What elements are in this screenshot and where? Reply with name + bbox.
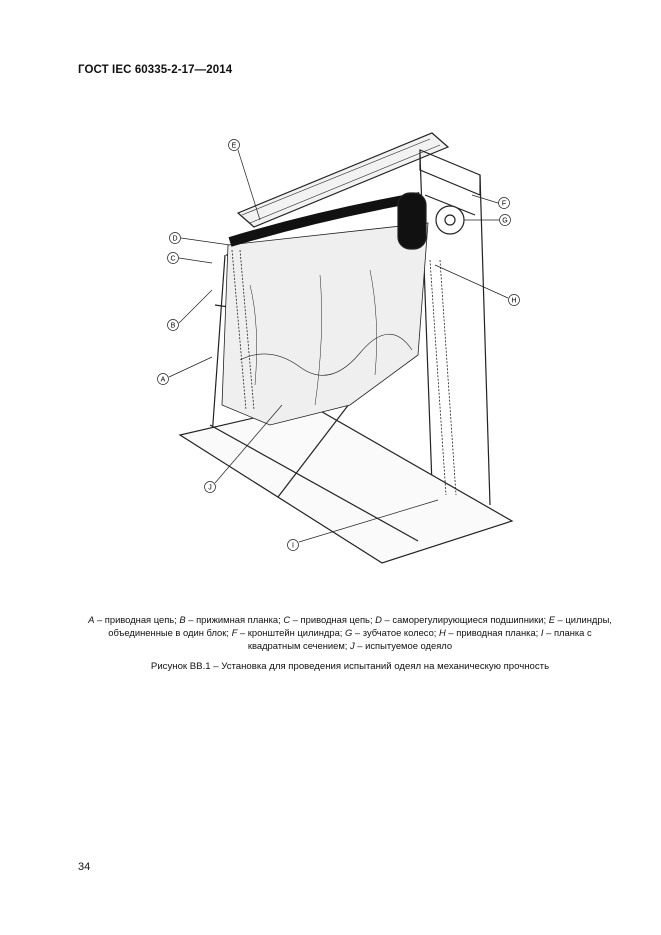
page-number: 34: [78, 861, 91, 873]
legend-letter-g: G: [345, 627, 353, 639]
legend-letter-a: A: [88, 614, 95, 625]
callout-e-label: E: [231, 142, 237, 150]
legend-letter-c: C: [283, 614, 291, 625]
callout-b-label: B: [170, 322, 176, 330]
callout-c-label: C: [170, 255, 176, 263]
callout-i-label: I: [292, 542, 294, 550]
legend-text-i: планка с квадратным сечением;: [247, 627, 592, 652]
callout-j-label: J: [208, 484, 212, 492]
legend-text-d: саморегулирующиеся подшипники;: [392, 614, 547, 625]
callout-h-label: H: [511, 297, 517, 305]
legend-letter-f: F: [231, 627, 238, 639]
legend-text-g: зубчатое колесо;: [362, 627, 437, 639]
document-header: ГОСТ IEC 60335-2-17—2014: [78, 64, 233, 76]
callout-g-label: G: [502, 217, 508, 225]
legend-letter-d: D: [375, 614, 382, 625]
legend-letter-i: I: [540, 627, 544, 639]
callout-f-label: F: [501, 200, 507, 208]
legend-text-e: цилиндры, объединенные в один блок;: [108, 614, 612, 639]
legend-text-j: испытуемое одеяло: [365, 640, 453, 652]
legend-letter-h: H: [439, 627, 446, 639]
legend-text-b: прижимная планка;: [196, 614, 281, 625]
legend-text-a: приводная цепь;: [104, 614, 177, 625]
test-rig-figure: [150, 105, 530, 585]
legend-letter-j: J: [350, 640, 355, 652]
legend-text-h: приводная планка;: [456, 627, 539, 639]
legend-text-f: кронштейн цилиндра;: [247, 627, 343, 639]
callout-a-label: A: [160, 376, 166, 384]
callout-d-label: D: [172, 235, 178, 243]
legend-text-c: приводная цепь;: [300, 614, 373, 625]
legend-letter-e: E: [548, 614, 555, 625]
figure-legend: A – приводная цепь; B – прижимная планка; C – приводная цепь; D – саморегулирующиеся подшипники; E – цилиндры, объединенные в один блок; F – кронштейн цилиндра; G – зубчатое колесо; H – приводная планка; I – планка с квадратным сечением; J – испытуемое одеяло: [88, 614, 612, 652]
legend-letter-b: B: [179, 614, 186, 625]
figure-caption: Рисунок ВВ.1 – Установка для проведения испытаний одеял на механическую прочность: [150, 661, 550, 672]
